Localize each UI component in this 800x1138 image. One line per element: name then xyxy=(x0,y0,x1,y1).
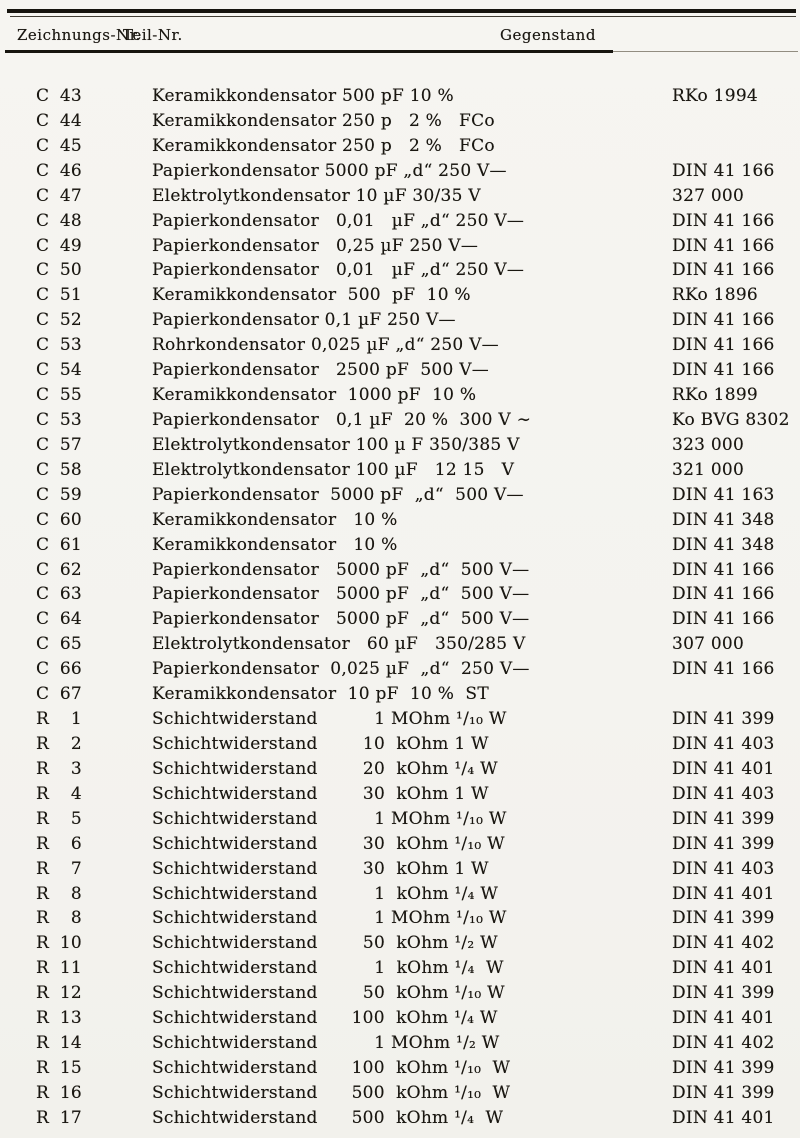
drawing-number-letter: C xyxy=(36,634,50,655)
drawing-number-value: 48 xyxy=(59,210,82,231)
drawing-number-letter: C xyxy=(36,434,50,455)
drawing-number-cell xyxy=(0,358,152,383)
part-description-cell: Papierkondensator 5000 pF „d“ 500 V— xyxy=(152,484,524,505)
table-row xyxy=(0,757,800,782)
table-row xyxy=(0,408,800,433)
table-row xyxy=(0,632,800,657)
column-header-gegenstand: Gegenstand xyxy=(500,26,596,44)
drawing-number-letter: C xyxy=(36,534,50,555)
drawing-number-letter: R xyxy=(36,709,50,730)
drawing-number-value: 43 xyxy=(59,86,82,106)
catalog-ref-cell xyxy=(672,682,800,707)
part-description-cell: Schichtwiderstand 50 kOhm ¹/₁₀ W xyxy=(152,983,505,1004)
catalog-ref-cell: DIN 41 402 xyxy=(672,933,775,954)
drawing-number-cell xyxy=(0,533,152,558)
catalog-ref-cell: DIN 41 166 xyxy=(672,360,775,381)
drawing-number-value: 8 xyxy=(70,908,82,929)
table-row xyxy=(0,234,800,259)
drawing-number-letter: C xyxy=(36,185,50,206)
part-description-cell: Keramikkondensator 250 p 2 % FCo xyxy=(152,110,495,131)
part-description-cell: Schichtwiderstand 30 kOhm ¹/₁₀ W xyxy=(152,833,505,854)
part-description-cell: Keramikkondensator 500 pF 10 % xyxy=(152,86,454,106)
drawing-number-letter: C xyxy=(36,409,50,430)
table-row xyxy=(0,882,800,907)
drawing-number-value: 53 xyxy=(59,335,82,356)
table-row xyxy=(0,1081,800,1106)
table-row xyxy=(0,607,800,632)
drawing-number-cell xyxy=(0,657,152,682)
drawing-number-cell xyxy=(0,707,152,732)
top-rule-thin xyxy=(10,16,796,17)
drawing-number-cell xyxy=(0,433,152,458)
drawing-number-value: 47 xyxy=(59,185,82,206)
drawing-number-value: 63 xyxy=(59,584,82,605)
column-header-zeichnungs-nr: Zeichnungs-Nr. xyxy=(17,26,141,44)
drawing-number-cell xyxy=(0,1031,152,1056)
drawing-number-letter: R xyxy=(36,983,50,1004)
table-row xyxy=(0,657,800,682)
drawing-number-letter: C xyxy=(36,86,50,106)
part-description-cell: Rohrkondensator 0,025 µF „d“ 250 V— xyxy=(152,335,499,356)
drawing-number-value: 49 xyxy=(59,235,82,256)
catalog-ref-cell: DIN 41 166 xyxy=(672,559,775,580)
drawing-number-value: 66 xyxy=(59,659,82,680)
table-row xyxy=(0,258,800,283)
catalog-ref-cell: 323 000 xyxy=(672,434,745,455)
table-row xyxy=(0,981,800,1006)
part-description-cell: Schichtwiderstand 1 kOhm ¹/₄ W xyxy=(152,958,504,979)
drawing-number-cell xyxy=(0,134,152,159)
drawing-number-letter: R xyxy=(36,1008,50,1029)
catalog-ref-cell: DIN 41 166 xyxy=(672,260,775,281)
part-description-cell: Papierkondensator 5000 pF „d“ 500 V— xyxy=(152,609,530,630)
table-row xyxy=(0,84,800,109)
drawing-number-value: 11 xyxy=(59,958,82,979)
drawing-number-cell xyxy=(0,333,152,358)
header-rule-light xyxy=(613,51,798,52)
table-row xyxy=(0,732,800,757)
drawing-number-letter: C xyxy=(36,135,50,156)
drawing-number-cell xyxy=(0,981,152,1006)
table-row xyxy=(0,782,800,807)
catalog-ref-cell: DIN 41 401 xyxy=(672,958,775,979)
catalog-ref-cell: DIN 41 166 xyxy=(672,210,775,231)
catalog-ref-cell: DIN 41 348 xyxy=(672,534,775,555)
catalog-ref-cell: RKo 1899 xyxy=(672,385,758,406)
drawing-number-letter: R xyxy=(36,758,50,779)
drawing-number-cell xyxy=(0,209,152,234)
part-description-cell: Schichtwiderstand 30 kOhm 1 W xyxy=(152,783,489,804)
table-row xyxy=(0,483,800,508)
part-description-cell: Papierkondensator 0,1 µF 250 V— xyxy=(152,310,456,331)
catalog-ref-cell: DIN 41 399 xyxy=(672,908,775,929)
drawing-number-letter: R xyxy=(36,958,50,979)
drawing-number-value: 15 xyxy=(59,1057,82,1078)
part-description-cell: Schichtwiderstand 1 kOhm ¹/₄ W xyxy=(152,883,499,904)
drawing-number-value: 2 xyxy=(70,733,82,754)
drawing-number-letter: C xyxy=(36,210,50,231)
catalog-ref-cell: DIN 41 399 xyxy=(672,1057,775,1078)
catalog-ref-cell: DIN 41 399 xyxy=(672,983,775,1004)
part-description-cell: Keramikkondensator 10 % xyxy=(152,509,398,530)
catalog-ref-cell: Ko BVG 8302 xyxy=(672,409,790,430)
table-row xyxy=(0,159,800,184)
table-row xyxy=(0,707,800,732)
part-description-cell: Papierkondensator 0,01 µF „d“ 250 V— xyxy=(152,210,525,231)
drawing-number-cell xyxy=(0,832,152,857)
table-row xyxy=(0,582,800,607)
drawing-number-letter: C xyxy=(36,360,50,381)
drawing-number-value: 53 xyxy=(59,409,82,430)
drawing-number-cell xyxy=(0,109,152,134)
part-description-cell: Keramikkondensator 250 p 2 % FCo xyxy=(152,135,495,156)
drawing-number-value: 46 xyxy=(59,160,82,181)
drawing-number-cell xyxy=(0,931,152,956)
part-description-cell: Keramikkondensator 10 pF 10 % ST xyxy=(152,684,489,705)
catalog-ref-cell: DIN 41 403 xyxy=(672,858,775,879)
table-row xyxy=(0,558,800,583)
table-row xyxy=(0,433,800,458)
part-description-cell: Schichtwiderstand 20 kOhm ¹/₄ W xyxy=(152,758,498,779)
catalog-ref-cell: 327 000 xyxy=(672,185,745,206)
catalog-ref-cell: 321 000 xyxy=(672,459,745,480)
catalog-ref-cell: DIN 41 399 xyxy=(672,808,775,829)
drawing-number-value: 5 xyxy=(70,808,82,829)
drawing-number-letter: C xyxy=(36,285,50,306)
drawing-number-letter: R xyxy=(36,808,50,829)
catalog-ref-cell: DIN 41 166 xyxy=(672,310,775,331)
drawing-number-cell xyxy=(0,882,152,907)
drawing-number-value: 58 xyxy=(59,459,82,480)
drawing-number-letter: R xyxy=(36,783,50,804)
parts-table-body xyxy=(0,84,800,1131)
part-description-cell: Elektrolytkondensator 100 µ F 350/385 V xyxy=(152,434,520,455)
drawing-number-value: 62 xyxy=(59,559,82,580)
catalog-ref-cell: DIN 41 401 xyxy=(672,1008,775,1029)
header-rule xyxy=(5,50,613,53)
part-description-cell: Papierkondensator 0,25 µF 250 V— xyxy=(152,235,479,256)
table-row xyxy=(0,682,800,707)
drawing-number-value: 57 xyxy=(59,434,82,455)
catalog-ref-cell: DIN 41 403 xyxy=(672,733,775,754)
drawing-number-letter: C xyxy=(36,160,50,181)
table-row xyxy=(0,508,800,533)
part-description-cell: Keramikkondensator 500 pF 10 % xyxy=(152,285,471,306)
drawing-number-cell xyxy=(0,956,152,981)
drawing-number-value: 17 xyxy=(59,1107,82,1128)
drawing-number-letter: C xyxy=(36,459,50,480)
drawing-number-cell xyxy=(0,757,152,782)
catalog-ref-cell: RKo 1994 xyxy=(672,86,758,106)
drawing-number-value: 6 xyxy=(70,833,82,854)
drawing-number-value: 16 xyxy=(59,1082,82,1103)
table-row xyxy=(0,358,800,383)
catalog-ref-cell: DIN 41 403 xyxy=(672,783,775,804)
part-description-cell: Elektrolytkondensator 60 µF 350/285 V xyxy=(152,634,526,655)
catalog-ref-cell: DIN 41 166 xyxy=(672,160,775,181)
drawing-number-cell xyxy=(0,1006,152,1031)
column-header-teil-nr: Teil-Nr. xyxy=(123,26,183,44)
top-rule xyxy=(7,9,796,13)
drawing-number-cell xyxy=(0,807,152,832)
drawing-number-cell xyxy=(0,782,152,807)
drawing-number-cell xyxy=(0,1106,152,1131)
drawing-number-value: 12 xyxy=(59,983,82,1004)
catalog-ref-cell: DIN 41 401 xyxy=(672,758,775,779)
part-description-cell: Schichtwiderstand 50 kOhm ¹/₂ W xyxy=(152,933,498,954)
drawing-number-cell xyxy=(0,283,152,308)
drawing-number-cell xyxy=(0,234,152,259)
drawing-number-letter: C xyxy=(36,609,50,630)
drawing-number-letter: C xyxy=(36,584,50,605)
drawing-number-cell xyxy=(0,458,152,483)
catalog-ref-cell xyxy=(672,109,800,134)
drawing-number-letter: C xyxy=(36,684,50,705)
table-row xyxy=(0,1056,800,1081)
table-row xyxy=(0,209,800,234)
catalog-ref-cell: RKo 1896 xyxy=(672,285,758,306)
drawing-number-value: 50 xyxy=(59,260,82,281)
table-row xyxy=(0,308,800,333)
catalog-ref-cell: DIN 41 166 xyxy=(672,584,775,605)
drawing-number-value: 54 xyxy=(59,360,82,381)
drawing-number-letter: C xyxy=(36,659,50,680)
table-row xyxy=(0,857,800,882)
table-row xyxy=(0,383,800,408)
drawing-number-letter: R xyxy=(36,933,50,954)
part-description-cell: Schichtwiderstand 1 MOhm ¹/₁₀ W xyxy=(152,808,507,829)
drawing-number-value: 4 xyxy=(70,783,82,804)
part-description-cell: Keramikkondensator 1000 pF 10 % xyxy=(152,385,477,406)
catalog-ref-cell: 307 000 xyxy=(672,634,745,655)
part-description-cell: Schichtwiderstand 30 kOhm 1 W xyxy=(152,858,489,879)
table-row xyxy=(0,832,800,857)
drawing-number-value: 7 xyxy=(70,858,82,879)
drawing-number-cell xyxy=(0,159,152,184)
table-row xyxy=(0,1006,800,1031)
catalog-ref-cell: DIN 41 348 xyxy=(672,509,775,530)
drawing-number-cell xyxy=(0,84,152,109)
table-row xyxy=(0,1031,800,1056)
drawing-number-letter: C xyxy=(36,484,50,505)
part-description-cell: Keramikkondensator 10 % xyxy=(152,534,398,555)
catalog-ref-cell xyxy=(672,134,800,159)
drawing-number-letter: R xyxy=(36,733,50,754)
drawing-number-cell xyxy=(0,258,152,283)
catalog-ref-cell: DIN 41 402 xyxy=(672,1033,775,1054)
table-row xyxy=(0,1106,800,1131)
drawing-number-value: 1 xyxy=(70,709,82,730)
part-description-cell: Elektrolytkondensator 10 µF 30/35 V xyxy=(152,185,481,206)
drawing-number-cell xyxy=(0,1081,152,1106)
part-description-cell: Schichtwiderstand 100 kOhm ¹/₁₀ W xyxy=(152,1057,511,1078)
drawing-number-letter: C xyxy=(36,559,50,580)
drawing-number-cell xyxy=(0,732,152,757)
drawing-number-letter: R xyxy=(36,1107,50,1128)
part-description-cell: Papierkondensator 5000 pF „d“ 500 V— xyxy=(152,559,530,580)
drawing-number-letter: R xyxy=(36,1082,50,1103)
drawing-number-value: 64 xyxy=(59,609,82,630)
catalog-ref-cell: DIN 41 399 xyxy=(672,1082,775,1103)
drawing-number-value: 60 xyxy=(59,509,82,530)
table-row xyxy=(0,283,800,308)
part-description-cell: Schichtwiderstand 1 MOhm ¹/₂ W xyxy=(152,1033,500,1054)
drawing-number-value: 52 xyxy=(59,310,82,331)
drawing-number-letter: R xyxy=(36,833,50,854)
drawing-number-cell xyxy=(0,857,152,882)
drawing-number-value: 13 xyxy=(59,1008,82,1029)
drawing-number-cell xyxy=(0,558,152,583)
drawing-number-value: 44 xyxy=(59,110,82,131)
table-row xyxy=(0,134,800,159)
drawing-number-value: 65 xyxy=(59,634,82,655)
drawing-number-cell xyxy=(0,1056,152,1081)
catalog-ref-cell: DIN 41 166 xyxy=(672,335,775,356)
drawing-number-cell xyxy=(0,483,152,508)
drawing-number-letter: R xyxy=(36,1057,50,1078)
table-row xyxy=(0,533,800,558)
drawing-number-value: 67 xyxy=(59,684,82,705)
part-description-cell: Schichtwiderstand 1 MOhm ¹/₁₀ W xyxy=(152,908,507,929)
drawing-number-cell xyxy=(0,408,152,433)
part-description-cell: Papierkondensator 2500 pF 500 V— xyxy=(152,360,489,381)
drawing-number-value: 10 xyxy=(59,933,82,954)
drawing-number-value: 61 xyxy=(59,534,82,555)
part-description-cell: Schichtwiderstand 100 kOhm ¹/₄ W xyxy=(152,1008,498,1029)
drawing-number-letter: R xyxy=(36,858,50,879)
table-row xyxy=(0,807,800,832)
part-description-cell: Schichtwiderstand 500 kOhm ¹/₄ W xyxy=(152,1107,504,1128)
part-description-cell: Papierkondensator 0,1 µF 20 % 300 V ∼ xyxy=(152,409,532,430)
drawing-number-cell xyxy=(0,582,152,607)
catalog-ref-cell: DIN 41 166 xyxy=(672,235,775,256)
drawing-number-cell xyxy=(0,308,152,333)
catalog-ref-cell: DIN 41 401 xyxy=(672,883,775,904)
table-row xyxy=(0,333,800,358)
drawing-number-cell xyxy=(0,607,152,632)
drawing-number-cell xyxy=(0,383,152,408)
drawing-number-cell xyxy=(0,632,152,657)
part-description-cell: Schichtwiderstand 1 MOhm ¹/₁₀ W xyxy=(152,709,507,730)
drawing-number-letter: C xyxy=(36,509,50,530)
catalog-ref-cell: DIN 41 399 xyxy=(672,709,775,730)
drawing-number-letter: R xyxy=(36,1033,50,1054)
drawing-number-cell xyxy=(0,508,152,533)
drawing-number-letter: C xyxy=(36,235,50,256)
drawing-number-cell xyxy=(0,906,152,931)
part-description-cell: Schichtwiderstand 10 kOhm 1 W xyxy=(152,733,489,754)
drawing-number-letter: C xyxy=(36,310,50,331)
drawing-number-value: 51 xyxy=(59,285,82,306)
catalog-ref-cell: DIN 41 166 xyxy=(672,609,775,630)
drawing-number-letter: C xyxy=(36,110,50,131)
drawing-number-cell xyxy=(0,184,152,209)
drawing-number-cell xyxy=(0,682,152,707)
drawing-number-letter: R xyxy=(36,883,50,904)
drawing-number-letter: C xyxy=(36,385,50,406)
table-row xyxy=(0,109,800,134)
part-description-cell: Schichtwiderstand 500 kOhm ¹/₁₀ W xyxy=(152,1082,511,1103)
drawing-number-value: 59 xyxy=(59,484,82,505)
table-row xyxy=(0,931,800,956)
drawing-number-value: 55 xyxy=(59,385,82,406)
drawing-number-value: 3 xyxy=(70,758,82,779)
table-row xyxy=(0,906,800,931)
table-row xyxy=(0,458,800,483)
drawing-number-letter: C xyxy=(36,260,50,281)
drawing-number-letter: C xyxy=(36,335,50,356)
drawing-number-value: 8 xyxy=(70,883,82,904)
drawing-number-value: 45 xyxy=(59,135,82,156)
part-description-cell: Papierkondensator 0,025 µF „d“ 250 V— xyxy=(152,659,530,680)
part-description-cell: Papierkondensator 5000 pF „d“ 250 V— xyxy=(152,160,507,181)
table-row xyxy=(0,184,800,209)
catalog-ref-cell: DIN 41 401 xyxy=(672,1107,775,1128)
drawing-number-letter: R xyxy=(36,908,50,929)
catalog-ref-cell: DIN 41 166 xyxy=(672,659,775,680)
part-description-cell: Papierkondensator 5000 pF „d“ 500 V— xyxy=(152,584,530,605)
table-row xyxy=(0,956,800,981)
part-description-cell: Papierkondensator 0,01 µF „d“ 250 V— xyxy=(152,260,525,281)
catalog-ref-cell: DIN 41 399 xyxy=(672,833,775,854)
drawing-number-value: 14 xyxy=(59,1033,82,1054)
catalog-ref-cell: DIN 41 163 xyxy=(672,484,775,505)
part-description-cell: Elektrolytkondensator 100 µF 12 15 V xyxy=(152,459,515,480)
